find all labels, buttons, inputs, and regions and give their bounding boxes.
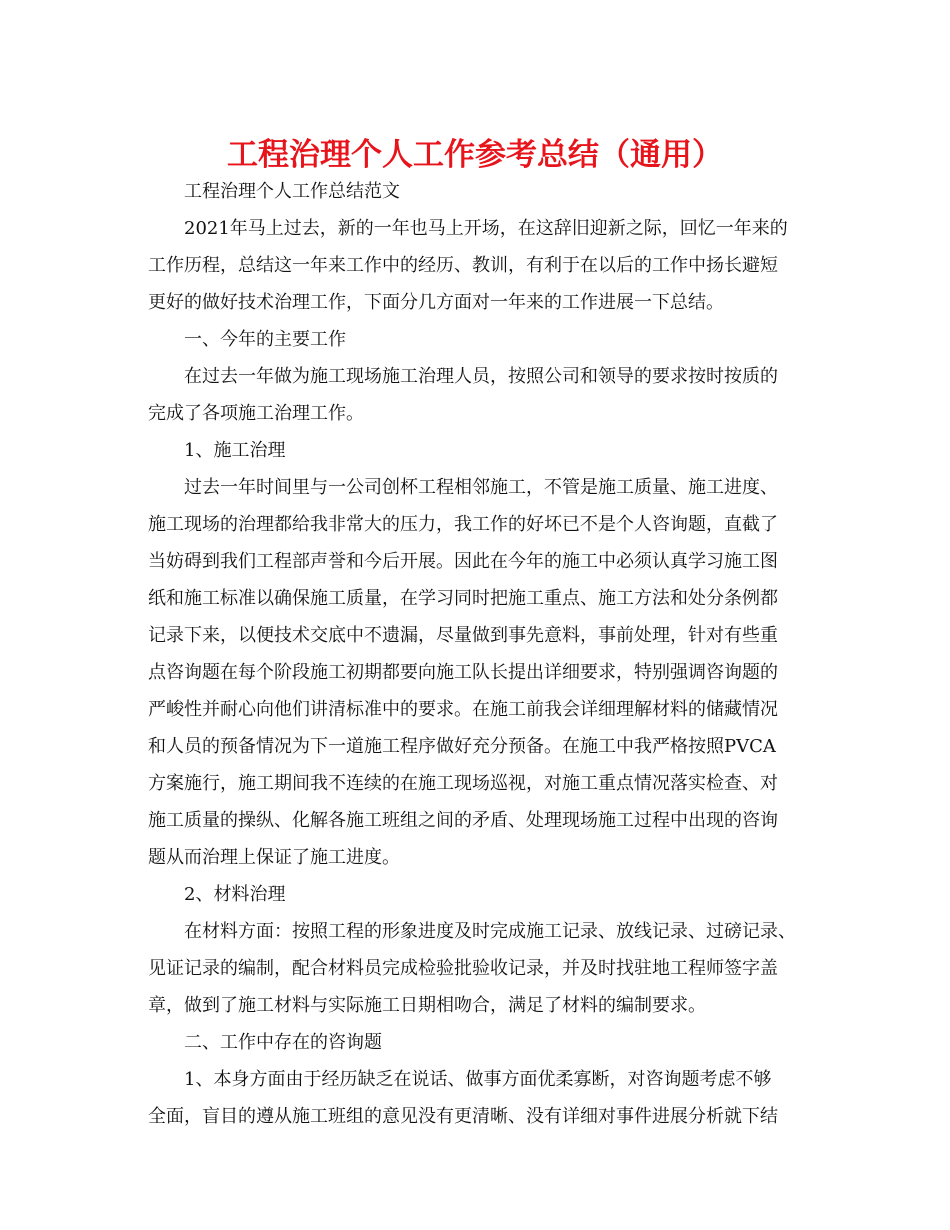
paragraph-line: 完成了各项施工治理工作。 (148, 403, 364, 424)
paragraph-line: 当妨碍到我们工程部声誉和今后开展。因此在今年的施工中必须认真学习施工图 (148, 551, 778, 572)
paragraph-line: 施工质量的操纵、化解各施工班组之间的矛盾、处理现场施工过程中出现的咨询 (148, 810, 778, 831)
paragraph-line: 2021年马上过去，新的一年也马上开场，在这辞旧迎新之际，回忆一年来的 (184, 218, 788, 239)
section-heading-problems: 二、工作中存在的咨询题 (184, 1032, 382, 1053)
paragraph-line: 章，做到了施工材料与实际施工日期相吻合，满足了材料的编制要求。 (148, 995, 706, 1016)
paragraph-line: 记录下来，以便技术交底中不遗漏，尽量做到事先意料，事前处理，针对有些重 (148, 625, 778, 646)
paragraph-line: 和人员的预备情况为下一道施工程序做好充分预备。在施工中我严格按照PVCA (148, 736, 776, 757)
section-heading-main-work: 一、今年的主要工作 (184, 329, 346, 350)
paragraph-line: 在材料方面：按照工程的形象进度及时完成施工记录、放线记录、过磅记录、 (184, 921, 796, 942)
paragraph-line: 工作历程，总结这一年来工作中的经历、教训，有利于在以后的工作中扬长避短 (148, 255, 778, 276)
paragraph-line: 全面，盲目的遵从施工班组的意见没有更清晰、没有详细对事件进展分析就下结 (148, 1106, 778, 1127)
paragraph-line: 1、本身方面由于经历缺乏在说话、做事方面优柔寡断，对咨询题考虑不够 (184, 1069, 772, 1090)
paragraph-line: 纸和施工标准以确保施工质量，在学习同时把施工重点、施工方法和处分条例都 (148, 588, 778, 609)
subsection-heading-materials: 2、材料治理 (184, 884, 286, 905)
paragraph-line: 在过去一年做为施工现场施工治理人员，按照公司和领导的要求按时按质的 (184, 366, 778, 387)
section-paragraph-problems (148, 1061, 808, 1135)
paragraph-line: 方案施行，施工期间我不连续的在施工现场巡视，对施工重点情况落实检查、对 (148, 773, 778, 794)
paragraph-line: 过去一年时间里与一公司创杯工程相邻施工，不管是施工质量、施工进度、 (184, 477, 778, 498)
section-paragraph-main-work (148, 358, 808, 432)
subsection-paragraph-materials (148, 913, 808, 1024)
paragraph-line: 点咨询题在每个阶段施工初期都要向施工队长提出详细要求，特别强调咨询题的 (148, 662, 778, 683)
intro-paragraph (148, 210, 808, 321)
subsection-paragraph-construction (148, 469, 808, 876)
document-subtitle: 工程治理个人工作总结范文 (184, 181, 400, 202)
paragraph-line: 题从而治理上保证了施工进度。 (148, 847, 400, 868)
document-title: 工程治理个人工作参考总结（通用） (227, 137, 723, 173)
paragraph-line: 见证记录的编制，配合材料员完成检验批验收记录，并及时找驻地工程师签字盖 (148, 958, 778, 979)
paragraph-line: 施工现场的治理都给我非常大的压力，我工作的好坏已不是个人咨询题，直截了 (148, 514, 778, 535)
paragraph-line: 严峻性并耐心向他们讲清标准中的要求。在施工前我会详细理解材料的储藏情况 (148, 699, 778, 720)
paragraph-line: 更好的做好技术治理工作，下面分几方面对一年来的工作进展一下总结。 (148, 292, 724, 313)
subsection-heading-construction: 1、施工治理 (184, 440, 286, 461)
document-body (148, 173, 808, 1135)
